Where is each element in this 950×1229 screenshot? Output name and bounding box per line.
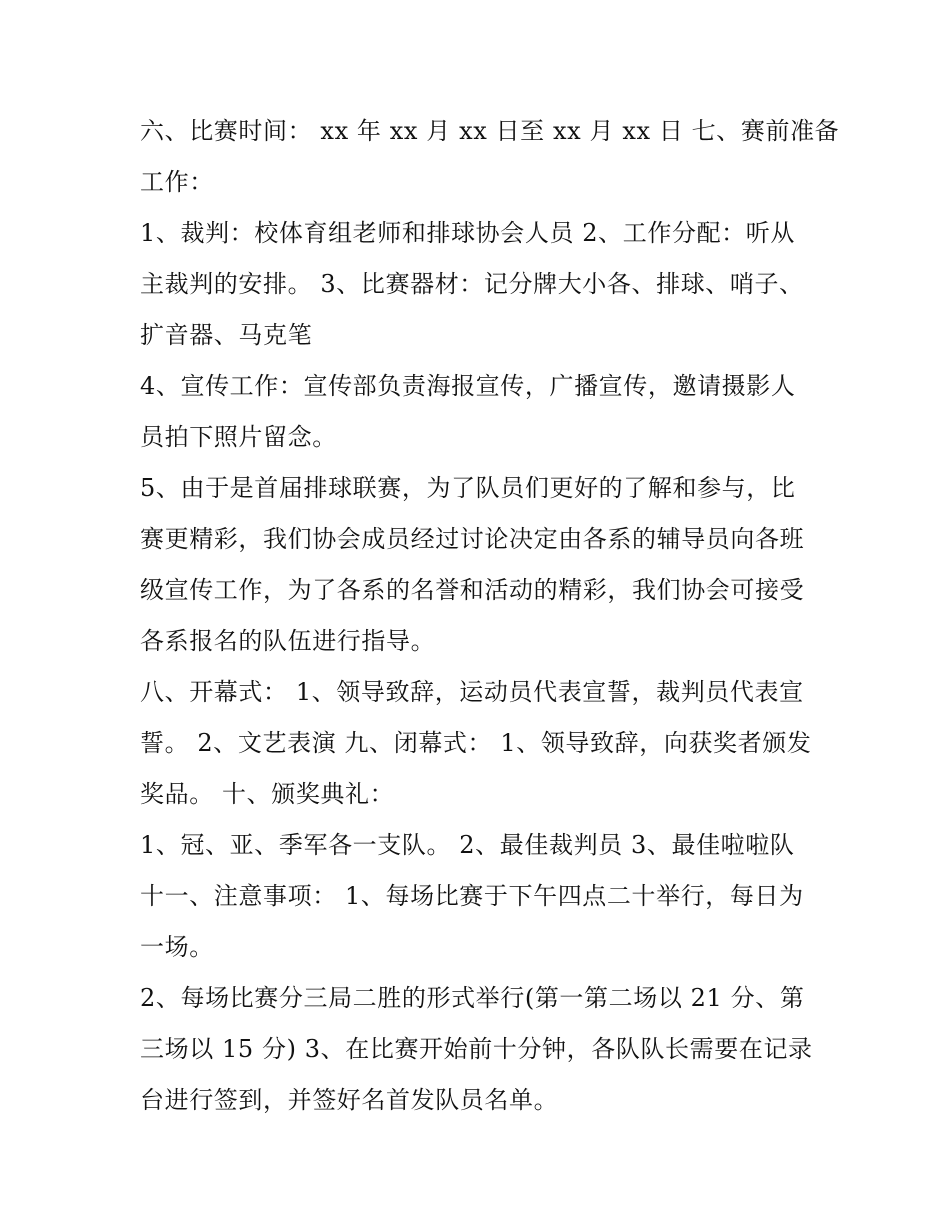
text-line: 赛更精彩，我们协会成员经过讨论决定由各系的辅导员向各班 (140, 525, 805, 553)
text-line: 2、每场比赛分三局二胜的形式举行(第一第二场以 21 分、第 (140, 984, 805, 1012)
text-line: 主裁判的安排。 3、比赛器材：记分牌大小各、排球、哨子、 (140, 270, 804, 298)
text-line: 1、冠、亚、季军各一支队。 2、最佳裁判员 3、最佳啦啦队 (140, 831, 795, 859)
text-line: 各系报名的队伍进行指导。 (140, 627, 436, 655)
text-line: 奖品。 十、颁奖典礼： (140, 780, 395, 808)
text-line: 十一、注意事项： 1、每场比赛于下午四点二十举行，每日为 (140, 882, 804, 910)
text-line: 誓。 2、文艺表演 九、闭幕式： 1、领导致辞，向获奖者颁发 (140, 729, 812, 757)
text-line: 六、比赛时间： xx 年 xx 月 xx 日至 xx 月 xx 日 七、赛前准备 (140, 117, 840, 145)
text-line: 1、裁判：校体育组老师和排球协会人员 2、工作分配：听从 (140, 219, 795, 247)
document-body (140, 106, 840, 1126)
text-line: 三场以 15 分) 3、在比赛开始前十分钟，各队队长需要在记录 (140, 1035, 813, 1063)
text-line: 台进行签到，并签好名首发队员名单。 (140, 1086, 559, 1114)
text-line: 员拍下照片留念。 (140, 423, 337, 451)
text-line: 一场。 (140, 933, 214, 961)
text-line: 扩音器、马克笔 (140, 321, 313, 349)
text-line: 4、宣传工作：宣传部负责海报宣传，广播宣传，邀请摄影人 (140, 372, 796, 400)
text-line: 级宣传工作，为了各系的名誉和活动的精彩，我们协会可接受 (140, 576, 805, 604)
text-line: 八、开幕式： 1、领导致辞，运动员代表宣誓，裁判员代表宣 (140, 678, 804, 706)
text-line: 5、由于是首届排球联赛，为了队员们更好的了解和参与，比 (140, 474, 796, 502)
text-line: 工作： (140, 168, 214, 196)
